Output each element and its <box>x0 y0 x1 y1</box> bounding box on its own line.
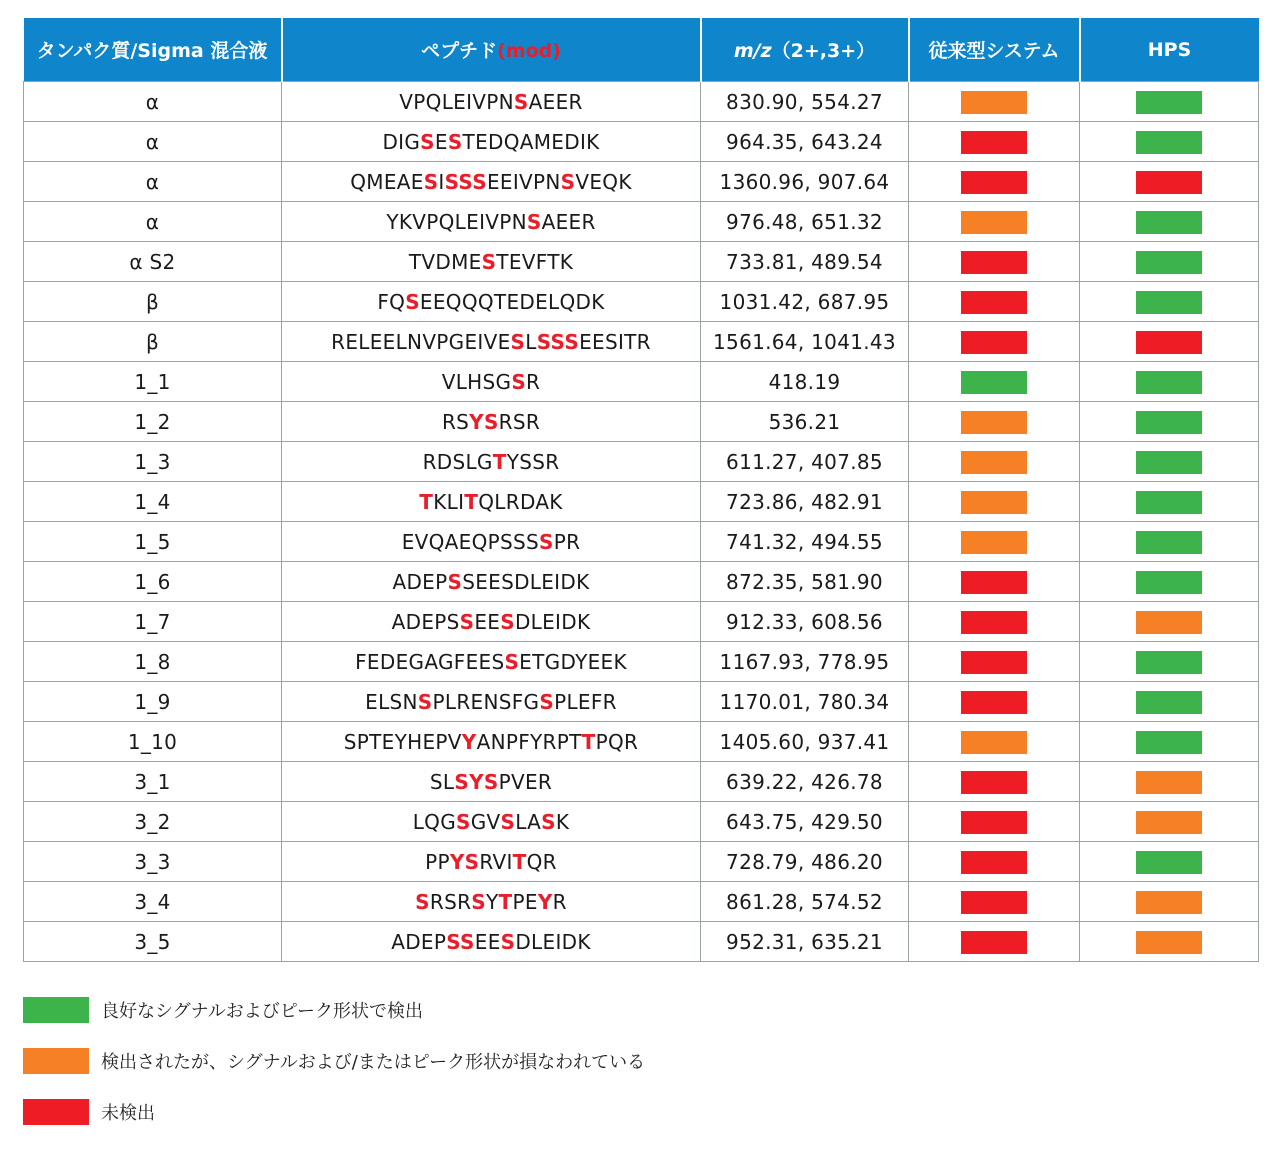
protein-cell: 1_1 <box>24 362 282 402</box>
peptide-cell: RSYSRSR <box>282 402 701 442</box>
peptide-cell: SLSYSPVER <box>282 762 701 802</box>
table-row <box>24 402 1259 442</box>
conventional-status-cell <box>909 922 1080 962</box>
status-swatch-impaired <box>961 451 1027 474</box>
modified-residue: S <box>447 569 463 594</box>
modified-residue: S <box>539 529 554 554</box>
peptide-cell: FEDEGAGFEESSETGDYEEK <box>282 642 701 682</box>
protein-cell: 3_2 <box>24 802 282 842</box>
modified-residue: T <box>419 489 434 514</box>
modified-residue: S <box>417 689 433 714</box>
peptide-cell: DIGSESTEDQAMEDIK <box>282 122 701 162</box>
table-row <box>24 722 1259 762</box>
legend-item-impaired <box>23 1046 645 1076</box>
conventional-status-cell <box>909 442 1080 482</box>
legend-swatch <box>23 997 89 1023</box>
hps-status-cell <box>1080 682 1259 722</box>
peptide-cell: VLHSGSR <box>282 362 701 402</box>
table-row <box>24 882 1259 922</box>
status-swatch-good <box>1136 411 1202 434</box>
peptide-detection-table <box>23 18 1259 962</box>
modified-residue: S <box>560 169 576 194</box>
peptide-cell: TVDMESTEVFTK <box>282 242 701 282</box>
status-swatch-not-detected <box>961 851 1027 874</box>
modified-residue: S <box>471 889 487 914</box>
header-mz-charge: （2+,3+） <box>771 40 876 62</box>
modified-residue: S <box>500 929 516 954</box>
protein-cell: 1_3 <box>24 442 282 482</box>
header-protein: タンパク質/Sigma 混合液 <box>24 18 282 82</box>
peptide-cell: ADEPSSEESDLEIDK <box>282 602 701 642</box>
mz-cell: 872.35, 581.90 <box>701 562 909 602</box>
status-swatch-not-detected <box>961 891 1027 914</box>
modified-residue: S <box>481 249 497 274</box>
status-swatch-good <box>1136 211 1202 234</box>
modified-residue: S <box>510 329 526 354</box>
mz-cell: 536.21 <box>701 402 909 442</box>
peptide-cell: ADEPSSEESDLEIDK <box>282 922 701 962</box>
conventional-status-cell <box>909 802 1080 842</box>
peptide-cell: QMEAESISSSEEIVPNSVEQK <box>282 162 701 202</box>
table-row <box>24 242 1259 282</box>
status-swatch-impaired <box>961 411 1027 434</box>
status-swatch-good <box>1136 91 1202 114</box>
mz-cell: 643.75, 429.50 <box>701 802 909 842</box>
conventional-status-cell <box>909 282 1080 322</box>
mz-cell: 1167.93, 778.95 <box>701 642 909 682</box>
modified-residue: S <box>500 609 515 634</box>
status-swatch-good <box>1136 291 1202 314</box>
modified-residue: S <box>444 169 459 194</box>
header-peptide <box>282 18 701 82</box>
table-row <box>24 442 1259 482</box>
hps-status-cell <box>1080 162 1259 202</box>
table-row <box>24 282 1259 322</box>
modified-residue: Y <box>461 729 477 754</box>
legend-swatch <box>23 1048 89 1074</box>
peptide-cell: PPYSRVITQR <box>282 842 701 882</box>
status-swatch-impaired <box>961 731 1027 754</box>
status-swatch-good <box>1136 651 1202 674</box>
hps-status-cell <box>1080 242 1259 282</box>
modified-residue: S <box>539 689 555 714</box>
modified-residue: S <box>541 809 556 834</box>
hps-status-cell <box>1080 802 1259 842</box>
table-row <box>24 162 1259 202</box>
conventional-status-cell <box>909 762 1080 802</box>
table-row <box>24 82 1259 122</box>
status-swatch-not-detected <box>961 811 1027 834</box>
modified-residue: S <box>472 169 487 194</box>
table-row <box>24 682 1259 722</box>
modified-residue: S <box>483 409 499 434</box>
hps-status-cell <box>1080 442 1259 482</box>
status-swatch-not-detected <box>961 331 1027 354</box>
conventional-status-cell <box>909 522 1080 562</box>
status-swatch-impaired <box>961 211 1027 234</box>
protein-cell: 3_4 <box>24 882 282 922</box>
status-swatch-impaired <box>1136 611 1202 634</box>
mz-cell: 418.19 <box>701 362 909 402</box>
modified-residue: S <box>405 289 420 314</box>
modified-residue: T <box>464 489 479 514</box>
mz-cell: 964.35, 643.24 <box>701 122 909 162</box>
status-swatch-not-detected <box>961 571 1027 594</box>
status-swatch-impaired <box>961 531 1027 554</box>
table-row <box>24 122 1259 162</box>
modified-residue: T <box>492 449 507 474</box>
table-row <box>24 922 1259 962</box>
header-conventional-system: 従来型システム <box>909 18 1080 82</box>
modified-residue: S <box>464 849 480 874</box>
mz-cell: 1170.01, 780.34 <box>701 682 909 722</box>
peptide-cell: RELEELNVPGEIVESLSSSEESITR <box>282 322 701 362</box>
header-peptide-mod: (mod) <box>497 40 561 62</box>
conventional-status-cell <box>909 322 1080 362</box>
protein-cell: 1_4 <box>24 482 282 522</box>
table-row <box>24 482 1259 522</box>
modified-residue: S <box>513 89 529 114</box>
legend-item-good <box>23 995 645 1025</box>
conventional-status-cell <box>909 402 1080 442</box>
hps-status-cell <box>1080 282 1259 322</box>
protein-cell: 1_7 <box>24 602 282 642</box>
status-swatch-not-detected <box>1136 171 1202 194</box>
peptide-cell: SRSRSYTPEYR <box>282 882 701 922</box>
modified-residue: S <box>550 329 565 354</box>
conventional-status-cell <box>909 242 1080 282</box>
table-body <box>24 82 1259 962</box>
peptide-cell: VPQLEIVPNSAEER <box>282 82 701 122</box>
modified-residue: S <box>564 329 580 354</box>
status-swatch-not-detected <box>961 171 1027 194</box>
status-swatch-good <box>1136 531 1202 554</box>
status-swatch-good <box>1136 731 1202 754</box>
modified-residue: T <box>512 849 527 874</box>
status-swatch-impaired <box>961 491 1027 514</box>
hps-status-cell <box>1080 602 1259 642</box>
mz-cell: 1561.64, 1041.43 <box>701 322 909 362</box>
protein-cell: 3_3 <box>24 842 282 882</box>
status-swatch-good <box>1136 131 1202 154</box>
mz-cell: 976.48, 651.32 <box>701 202 909 242</box>
status-swatch-good <box>1136 851 1202 874</box>
status-swatch-impaired <box>1136 891 1202 914</box>
status-swatch-not-detected <box>961 611 1027 634</box>
conventional-status-cell <box>909 82 1080 122</box>
modified-residue: Y <box>469 409 484 434</box>
protein-cell: α <box>24 162 282 202</box>
status-swatch-good <box>1136 491 1202 514</box>
modified-residue: S <box>420 129 435 154</box>
table-row <box>24 602 1259 642</box>
status-swatch-not-detected <box>961 931 1027 954</box>
peptide-cell: LQGSGVSLASK <box>282 802 701 842</box>
legend-label: 未検出 <box>101 1103 155 1124</box>
protein-cell: 3_5 <box>24 922 282 962</box>
hps-status-cell <box>1080 362 1259 402</box>
hps-status-cell <box>1080 402 1259 442</box>
header-mz-label: m/z <box>733 40 772 62</box>
modified-residue: S <box>456 809 471 834</box>
table-row <box>24 362 1259 402</box>
hps-status-cell <box>1080 642 1259 682</box>
protein-cell: α <box>24 82 282 122</box>
status-swatch-impaired <box>1136 931 1202 954</box>
conventional-status-cell <box>909 362 1080 402</box>
modified-residue: S <box>500 809 516 834</box>
protein-cell: 1_9 <box>24 682 282 722</box>
hps-status-cell <box>1080 762 1259 802</box>
conventional-status-cell <box>909 122 1080 162</box>
protein-cell: 1_10 <box>24 722 282 762</box>
peptide-cell: YKVPQLEIVPNSAEER <box>282 202 701 242</box>
mz-cell: 1360.96, 907.64 <box>701 162 909 202</box>
hps-status-cell <box>1080 482 1259 522</box>
modified-residue: S <box>504 649 520 674</box>
mz-cell: 733.81, 489.54 <box>701 242 909 282</box>
legend-label: 良好なシグナルおよびピーク形状で検出 <box>101 1001 424 1022</box>
status-swatch-not-detected <box>961 691 1027 714</box>
status-swatch-good <box>961 371 1027 394</box>
hps-status-cell <box>1080 562 1259 602</box>
status-swatch-good <box>1136 371 1202 394</box>
status-swatch-good <box>1136 251 1202 274</box>
protein-cell: 1_8 <box>24 642 282 682</box>
status-swatch-not-detected <box>961 291 1027 314</box>
peptide-cell: ADEPSSEESDLEIDK <box>282 562 701 602</box>
conventional-status-cell <box>909 162 1080 202</box>
table-row <box>24 762 1259 802</box>
table-header-row <box>24 18 1259 82</box>
modified-residue: S <box>511 369 527 394</box>
modified-residue: S <box>483 769 499 794</box>
modified-residue: Y <box>469 769 484 794</box>
hps-status-cell <box>1080 82 1259 122</box>
mz-cell: 952.31, 635.21 <box>701 922 909 962</box>
table-row <box>24 802 1259 842</box>
header-peptide-label: ペプチド <box>421 40 498 62</box>
header-mz <box>701 18 909 82</box>
protein-cell: β <box>24 322 282 362</box>
legend-swatch <box>23 1099 89 1125</box>
table-row <box>24 562 1259 602</box>
status-swatch-not-detected <box>961 771 1027 794</box>
hps-status-cell <box>1080 202 1259 242</box>
legend <box>23 995 645 1148</box>
peptide-cell: TKLITQLRDAK <box>282 482 701 522</box>
status-swatch-not-detected <box>961 251 1027 274</box>
modified-residue: S <box>458 169 473 194</box>
mz-cell: 723.86, 482.91 <box>701 482 909 522</box>
protein-cell: α <box>24 122 282 162</box>
legend-label: 検出されたが、シグナルおよび/またはピーク形状が損なわれている <box>101 1052 646 1073</box>
mz-cell: 1405.60, 937.41 <box>701 722 909 762</box>
modified-residue: S <box>526 209 542 234</box>
table-row <box>24 842 1259 882</box>
mz-cell: 741.32, 494.55 <box>701 522 909 562</box>
hps-status-cell <box>1080 882 1259 922</box>
peptide-cell: EVQAEQPSSSSPR <box>282 522 701 562</box>
status-swatch-not-detected <box>961 131 1027 154</box>
conventional-status-cell <box>909 722 1080 762</box>
protein-cell: 1_2 <box>24 402 282 442</box>
mz-cell: 861.28, 574.52 <box>701 882 909 922</box>
peptide-cell: FQSEEQQQTEDELQDK <box>282 282 701 322</box>
conventional-status-cell <box>909 562 1080 602</box>
status-swatch-impaired <box>1136 811 1202 834</box>
hps-status-cell <box>1080 922 1259 962</box>
conventional-status-cell <box>909 842 1080 882</box>
conventional-status-cell <box>909 202 1080 242</box>
modified-residue: S <box>446 929 461 954</box>
hps-status-cell <box>1080 522 1259 562</box>
conventional-status-cell <box>909 882 1080 922</box>
mz-cell: 912.33, 608.56 <box>701 602 909 642</box>
hps-status-cell <box>1080 122 1259 162</box>
protein-cell: 1_5 <box>24 522 282 562</box>
peptide-cell: ELSNSPLRENSFGSPLEFR <box>282 682 701 722</box>
modified-residue: T <box>498 889 513 914</box>
protein-cell: α S2 <box>24 242 282 282</box>
conventional-status-cell <box>909 602 1080 642</box>
modified-residue: Y <box>449 849 465 874</box>
table-row <box>24 202 1259 242</box>
modified-residue: S <box>454 769 470 794</box>
modified-residue: S <box>460 929 475 954</box>
conventional-status-cell <box>909 642 1080 682</box>
modified-residue: S <box>423 169 439 194</box>
modified-residue: S <box>415 889 430 914</box>
mz-cell: 611.27, 407.85 <box>701 442 909 482</box>
conventional-status-cell <box>909 682 1080 722</box>
peptide-cell: SPTEYHEPVYANPFYRPTTPQR <box>282 722 701 762</box>
status-swatch-good <box>1136 571 1202 594</box>
modified-residue: Y <box>537 889 553 914</box>
modified-residue: S <box>447 129 463 154</box>
mz-cell: 1031.42, 687.95 <box>701 282 909 322</box>
table-row <box>24 522 1259 562</box>
modified-residue: S <box>459 609 475 634</box>
conventional-status-cell <box>909 482 1080 522</box>
status-swatch-good <box>1136 691 1202 714</box>
header-hps: HPS <box>1080 18 1259 82</box>
status-swatch-good <box>1136 451 1202 474</box>
table-row <box>24 642 1259 682</box>
status-swatch-impaired <box>961 91 1027 114</box>
legend-item-not-detected <box>23 1097 645 1127</box>
status-swatch-not-detected <box>1136 331 1202 354</box>
table-row <box>24 322 1259 362</box>
peptide-cell: RDSLGTYSSR <box>282 442 701 482</box>
protein-cell: 1_6 <box>24 562 282 602</box>
status-swatch-impaired <box>1136 771 1202 794</box>
hps-status-cell <box>1080 842 1259 882</box>
mz-cell: 639.22, 426.78 <box>701 762 909 802</box>
protein-cell: β <box>24 282 282 322</box>
mz-cell: 830.90, 554.27 <box>701 82 909 122</box>
modified-residue: T <box>581 729 596 754</box>
hps-status-cell <box>1080 722 1259 762</box>
modified-residue: S <box>536 329 551 354</box>
protein-cell: 3_1 <box>24 762 282 802</box>
status-swatch-not-detected <box>961 651 1027 674</box>
hps-status-cell <box>1080 322 1259 362</box>
protein-cell: α <box>24 202 282 242</box>
mz-cell: 728.79, 486.20 <box>701 842 909 882</box>
